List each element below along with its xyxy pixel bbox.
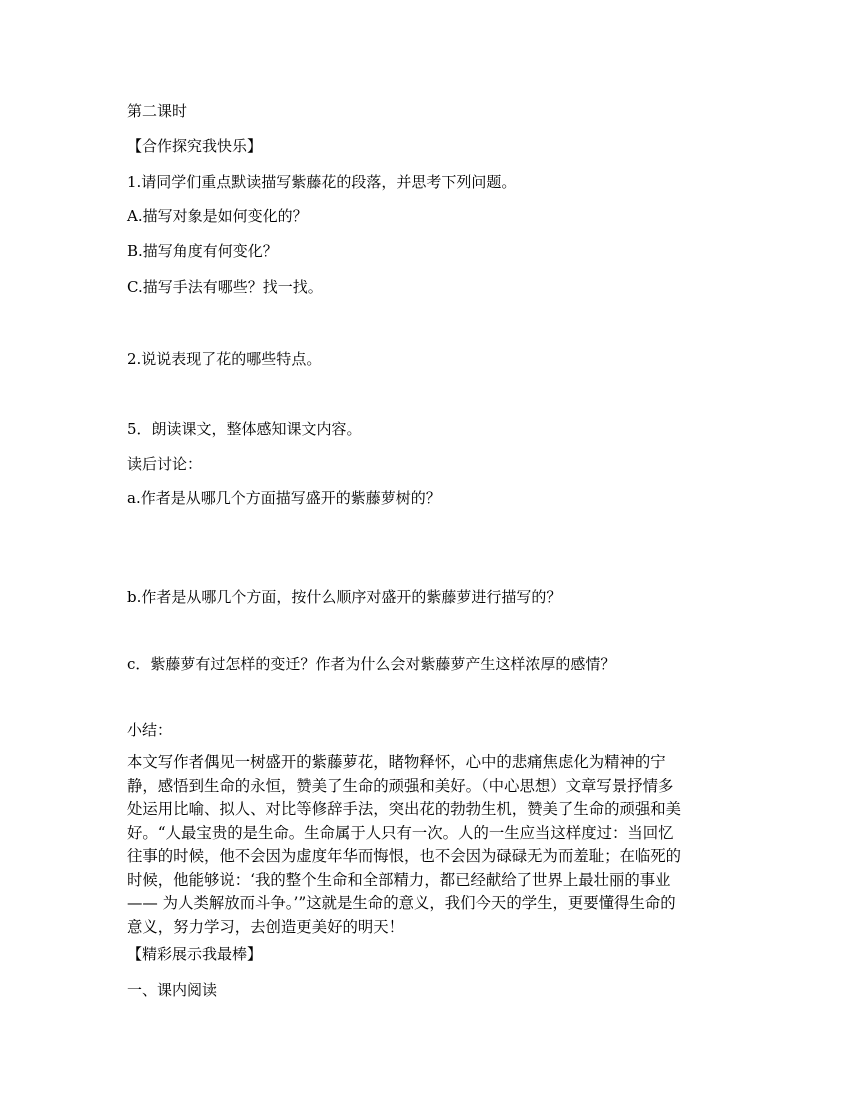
discussion-question-b: b.作者是从哪几个方面，按什么顺序对盛开的紫藤萝进行描写的？ bbox=[127, 588, 562, 606]
question-1-option-a: A.描写对象是如何变化的？ bbox=[127, 207, 308, 225]
section-heading-cooperate: 【合作探究我快乐】 bbox=[127, 137, 263, 155]
summary-line: 时候，他能够说：‘我的整个生命和全部精力，都已经献给了世界上最壮丽的事业 bbox=[127, 870, 671, 889]
discussion-question-c: c．紫藤萝有过怎样的变迁？作者为什么会对紫藤萝产生这样浓厚的感情？ bbox=[127, 655, 616, 673]
question-1-option-c: C.描写手法有哪些？找一找。 bbox=[127, 278, 323, 296]
summary-label: 小结： bbox=[127, 721, 173, 739]
summary-line: 往事的时候，他不会因为虚度年华而悔恨，也不会因为碌碌无为而羞耻；在临死的 bbox=[127, 847, 682, 865]
summary-line: 好。“人最宝贵的是生命。生命属于人只有一次。人的一生应当这样度过：当回忆 bbox=[127, 823, 674, 842]
summary-line: 本文写作者偶见一树盛开的紫藤萝花，睹物释怀，心中的悲痛焦虑化为精神的宁 bbox=[127, 753, 666, 771]
question-1: 1.请同学们重点默读描写紫藤花的段落，并思考下列问题。 bbox=[127, 173, 517, 191]
lesson-title: 第二课时 bbox=[127, 102, 188, 120]
summary-line: —— 为人类解放而斗争。’”这就是生命的意义，我们今天的学生，更要懂得生命的 bbox=[127, 894, 676, 912]
summary-line: 处运用比喻、拟人、对比等修辞手法，突出花的勃勃生机，赞美了生命的顽强和美 bbox=[127, 800, 682, 818]
discussion-label: 读后讨论： bbox=[127, 455, 203, 473]
discussion-question-a: a.作者是从哪几个方面描写盛开的紫藤萝树的？ bbox=[127, 489, 441, 507]
section-heading-showcase: 【精彩展示我最棒】 bbox=[127, 945, 263, 963]
question-1-option-b: B.描写角度有何变化？ bbox=[127, 242, 278, 260]
summary-line: 意义，努力学习，去创造更美好的明天！ bbox=[127, 917, 405, 936]
summary-line: 静，感悟到生命的永恒，赞美了生命的顽强和美好。（中心思想）文章写景抒情多 bbox=[127, 776, 674, 795]
question-5: 5．朗读课文，整体感知课文内容。 bbox=[127, 420, 362, 438]
question-2: 2.说说表现了花的哪些特点。 bbox=[127, 350, 322, 368]
section-heading-reading: 一、课内阅读 bbox=[127, 981, 218, 999]
summary-paragraph bbox=[127, 751, 737, 939]
